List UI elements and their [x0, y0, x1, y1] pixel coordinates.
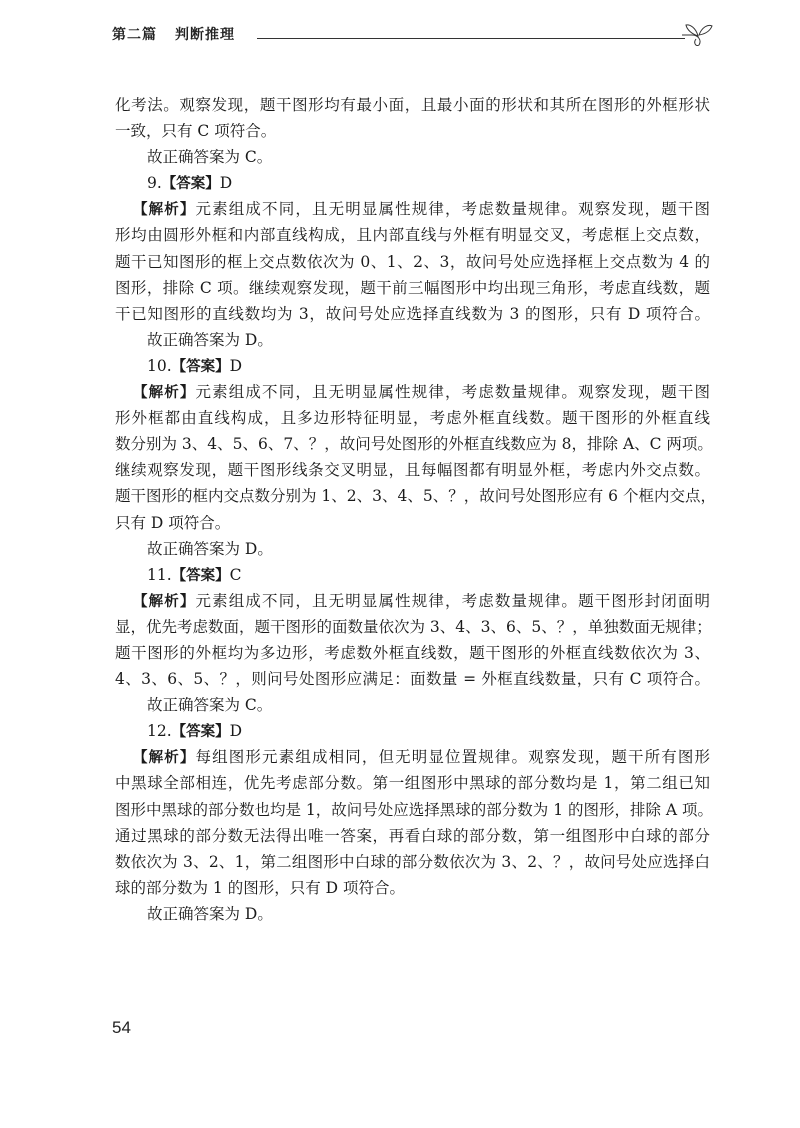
header-section: 判断推理	[175, 27, 235, 43]
question-number: 9.	[147, 174, 162, 193]
analysis-line	[115, 588, 710, 614]
text-line: 题干已知图形的框上交点数依次为 0、1、2、3，故问号处应选择框上交点数为 4 的	[115, 252, 710, 271]
conclusion-line: 故正确答案为 C。	[147, 696, 273, 715]
conclusion-line: 故正确答案为 D。	[147, 330, 273, 349]
text-line: 通过黑球的部分数无法得出唯一答案，再看白球的部分数，第一组图形中白球的部分	[115, 826, 710, 845]
running-header	[112, 24, 235, 44]
conclusion-line: 故正确答案为 D。	[147, 539, 273, 558]
analysis-line	[115, 196, 710, 222]
text-line: 题干图形的框内交点数分别为 1、2、3、4、5、？，故问号处图形应有 6 个框内交点，	[115, 487, 716, 506]
answer-line-9	[115, 170, 710, 196]
text-line: 一致，只有 C 项符合。	[115, 122, 277, 141]
analysis-tag: 【解析】	[133, 750, 196, 767]
text-line: 图形中黑球的部分数也均是 1，故问号处应选择黑球的部分数为 1 的图形，排除 A 项。	[115, 800, 714, 819]
text-line: 继续观察发现，题干图形线条交叉明显，且每幅图都有明显外框，考虑内外交点数。	[115, 461, 710, 480]
answer-value: C	[229, 565, 242, 584]
header-part: 第二篇	[112, 27, 157, 43]
text-line: 显，优先考虑数面，题干图形的面数量依次为 3、4、3、6、5、？，单独数面无规律；	[115, 617, 712, 636]
analysis-line	[115, 744, 710, 770]
answer-line-12	[115, 718, 710, 744]
answer-tag: 【答案】	[171, 358, 230, 375]
text-line: 数分别为 3、4、5、6、7、？，故问号处图形的外框直线数应为 8，排除 A、C 两项。	[115, 435, 713, 454]
answer-tag: 【答案】	[171, 724, 230, 741]
analysis-tag: 【解析】	[133, 593, 196, 610]
sprout-leaf-icon	[680, 18, 714, 48]
text-line: 只有 D 项符合。	[115, 513, 231, 532]
header-rule	[257, 38, 685, 39]
analysis-text: 元素组成不同，且无明显属性规律，考虑数量规律。题干图形封闭面明	[195, 591, 710, 610]
answer-line-10	[115, 353, 710, 379]
text-line: 4、3、6、5、？，则问号处图形应满足：面数量 = 外框直线数量，只有 C 项符合。	[115, 670, 710, 689]
analysis-tag: 【解析】	[133, 202, 196, 219]
answer-value: D	[219, 174, 233, 193]
text-line: 中黑球全部相连，优先考虑部分数。第一组图形中黑球的部分数均是 1，第二组已知	[115, 774, 710, 793]
answer-value: D	[229, 722, 243, 741]
text-line: 球的部分数为 1 的图形，只有 D 项符合。	[115, 878, 405, 897]
analysis-text: 元素组成不同，且无明显属性规律，考虑数量规律。观察发现，题干图	[195, 200, 710, 219]
conclusion-line: 故正确答案为 D。	[147, 904, 273, 923]
question-number: 12.	[147, 722, 172, 741]
analysis-line	[115, 379, 710, 405]
question-number: 10.	[147, 356, 172, 375]
text-line: 化考法。观察发现，题干图形均有最小面，且最小面的形状和其所在图形的外框形状	[115, 96, 710, 114]
page-header	[112, 22, 712, 52]
analysis-text: 元素组成不同，且无明显属性规律，考虑数量规律。观察发现，题干图	[195, 383, 710, 402]
answer-line-11	[115, 562, 710, 588]
page-number: 54	[112, 1018, 131, 1037]
answer-analysis-text	[115, 92, 716, 927]
text-line: 数依次为 3、2、1，第二组图形中白球的部分数依次为 3、2、？，故问号处应选择白	[115, 852, 710, 871]
text-line: 干已知图形的直线数均为 3，故问号处应选择直线数为 3 的图形，只有 D 项符合。	[115, 304, 710, 323]
text-line: 图形，排除 C 项。继续观察发现，题干前三幅图形中均出现三角形，考虑直线数，题	[115, 278, 710, 297]
answer-tag: 【答案】	[161, 176, 220, 193]
answer-tag: 【答案】	[171, 567, 230, 584]
text-line: 题干图形的外框均为多边形，考虑数外框直线数，题干图形的外框直线数依次为 3、	[115, 643, 710, 662]
analysis-text: 每组图形元素组成相同，但无明显位置规律。观察发现，题干所有图形	[195, 748, 710, 767]
text-line: 形外框都由直线构成，且多边形特征明显，考虑外框直线数。题干图形的外框直线	[115, 409, 710, 428]
answer-value: D	[229, 356, 243, 375]
question-number: 11.	[147, 565, 172, 584]
text-line: 形均由圆形外框和内部直线构成，且内部直线与外框有明显交叉，考虑框上交点数，	[115, 226, 710, 245]
analysis-tag: 【解析】	[133, 385, 196, 402]
conclusion-line: 故正确答案为 C。	[147, 148, 273, 167]
